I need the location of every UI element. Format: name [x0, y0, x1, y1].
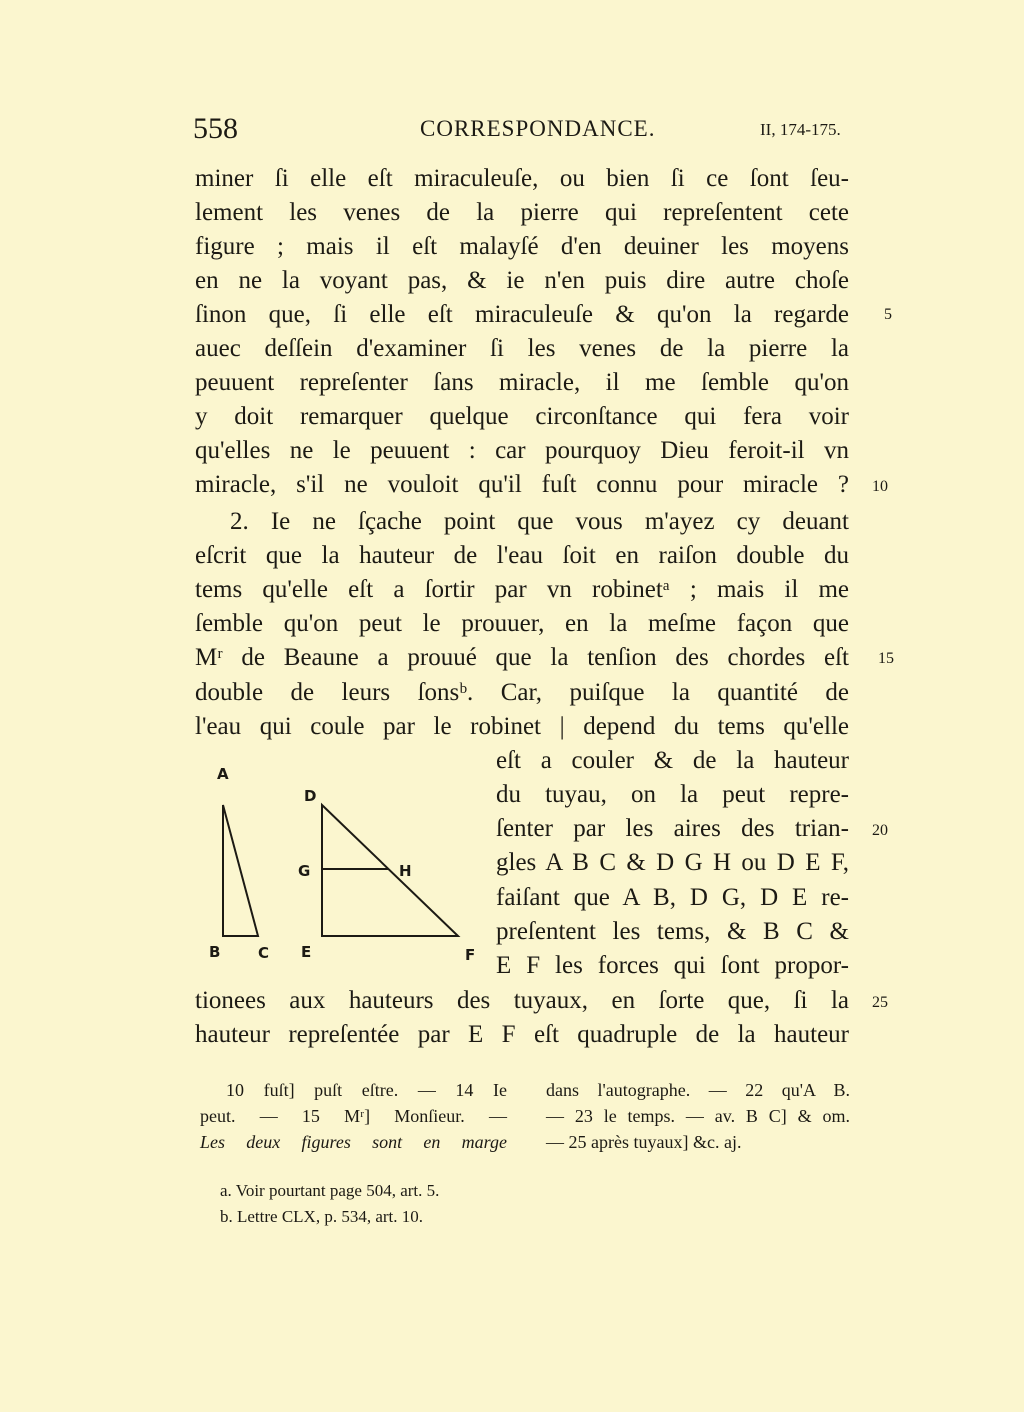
text-line: l'eau qui coule par le robinet | depend du tems qu'elle — [195, 713, 849, 740]
text-line: Mʳ de Beaune a prouué que la tenſion des chordes eſt — [195, 644, 849, 671]
text-line: en ne la voyant pas, & ie n'en puis dire autre choſe — [195, 267, 849, 294]
text-line: tionees aux hauteurs des tuyaux, en ſorte que, ſi la — [195, 987, 849, 1014]
edition-reference: II, 174-175. — [760, 120, 841, 139]
text-line: peuuent repreſenter ſans miracle, il me ſemble qu'on — [195, 369, 849, 396]
text-line: gles A B C & D G H ou D E F, — [496, 849, 849, 876]
triangle-def — [322, 805, 458, 936]
text-line: miracle, s'il ne vouloit qu'il fuſt connu pour miracle ? — [195, 471, 849, 498]
line-number: 15 — [878, 650, 894, 667]
text-line: 2. Ie ne ſçache point que vous m'ayez cy deuant — [230, 508, 849, 535]
apparatus-note-italic: Les deux figures sont en marge — [200, 1132, 507, 1152]
line-number: 20 — [872, 822, 888, 839]
text-line: eſcrit que la hauteur de l'eau ſoit en raiſon double du — [195, 542, 849, 569]
label-g: G — [298, 862, 311, 880]
running-title: CORRESPONDANCE. — [420, 116, 656, 141]
text-line: y doit remarquer quelque circonſtance qui fera voir — [195, 403, 849, 430]
apparatus-note: 10 fuſt] puſt eſtre. — 14 Ie — [226, 1080, 507, 1100]
line-number: 10 — [872, 478, 888, 495]
label-f: F — [465, 946, 476, 964]
text-line: qu'elles ne le peuuent : car pourquoy Dieu feroit-il vn — [195, 437, 849, 464]
label-d: D — [304, 787, 317, 805]
apparatus-note: peut. — 15 Mʳ] Monſieur. — — [200, 1106, 507, 1126]
line-number: 5 — [884, 306, 892, 323]
text-line: figure ; mais il eſt malayſé d'en deuiner les moyens — [195, 233, 849, 260]
page-number: 558 — [193, 112, 238, 145]
text-line: ſemble qu'on peut le prouuer, en la meſme façon que — [195, 610, 849, 637]
text-line: double de leurs ſonsᵇ. Car, puiſque la quantité de — [195, 679, 849, 706]
text-line: hauteur repreſentée par E F eſt quadruple de la hauteur — [195, 1021, 849, 1048]
text-line: auec deſſein d'examiner ſi les venes de la pierre la — [195, 335, 849, 362]
label-c: C — [258, 944, 270, 962]
footnote-a: a. Voir pourtant page 504, art. 5. — [220, 1181, 440, 1200]
text-line: eſt a couler & de la hauteur — [496, 747, 849, 774]
label-h: H — [399, 862, 412, 880]
triangle-figure — [200, 760, 485, 975]
label-e: E — [301, 943, 312, 961]
triangle-abc — [223, 805, 258, 936]
text-line: du tuyau, on la peut repre- — [496, 781, 849, 808]
apparatus-note: — 25 après tuyaux] &c. aj. — [546, 1132, 742, 1152]
text-line: E F les forces qui ſont propor- — [496, 952, 849, 979]
text-line: preſentent les tems, & B C & — [496, 918, 849, 945]
text-line: miner ſi elle eſt miraculeuſe, ou bien ſi ce ſont ſeu- — [195, 165, 849, 192]
label-a: A — [217, 765, 229, 783]
apparatus-note — [200, 1129, 507, 1155]
line-number: 25 — [872, 994, 888, 1011]
text-line: faiſant que A B, D G, D E re- — [496, 884, 849, 911]
text-line: lement les venes de la pierre qui repreſentent cete — [195, 199, 849, 226]
apparatus-note: — 23 le temps. — av. B C] & om. — [546, 1106, 850, 1126]
label-b: B — [209, 943, 221, 961]
text-line: ſenter par les aires des trian- — [496, 815, 849, 842]
text-line: ſinon que, ſi elle eſt miraculeuſe & qu'on la regarde — [195, 301, 849, 328]
footnote-b: b. Lettre CLX, p. 534, art. 10. — [220, 1207, 424, 1226]
text-line: tems qu'elle eſt a ſortir par vn robinetᵃ ; mais il me — [195, 576, 849, 603]
apparatus-note: dans l'autographe. — 22 qu'A B. — [546, 1080, 850, 1100]
